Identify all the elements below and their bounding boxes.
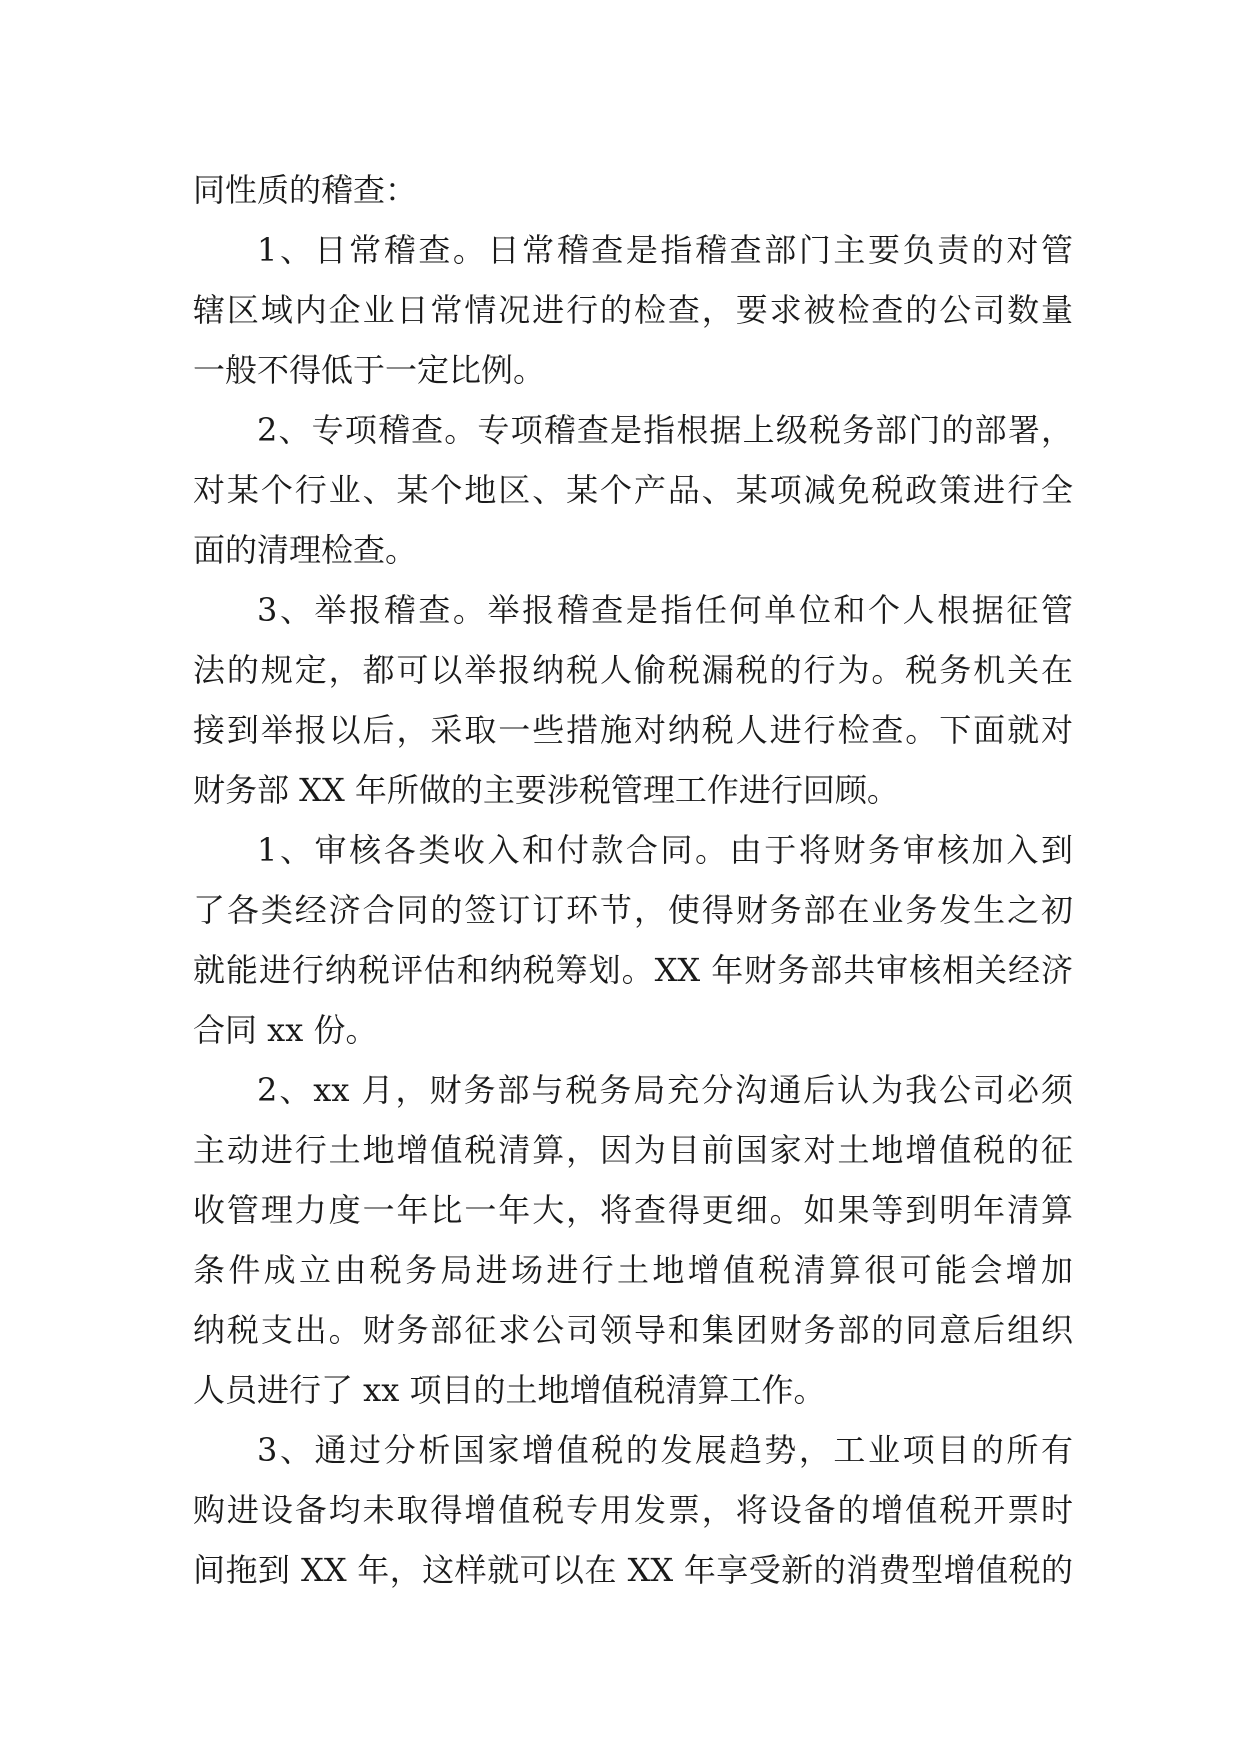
text-line: 1、日常稽查。日常稽查是指稽查部门主要负责的对管: [257, 231, 1073, 269]
text-line: 收管理力度一年比一年大，将查得更细。如果等到明年清算: [193, 1191, 1073, 1229]
text-line: 1、审核各类收入和付款合同。由于将财务审核加入到: [257, 831, 1073, 869]
text-line: 一般不得低于一定比例。: [193, 351, 546, 389]
text-line: 2、xx 月，财务部与税务局充分沟通后认为我公司必须: [257, 1071, 1073, 1109]
text-line: 间拖到 XX 年，这样就可以在 XX 年享受新的消费型增值税的: [193, 1551, 1073, 1589]
text-line: 纳税支出。财务部征求公司领导和集团财务部的同意后组织: [193, 1311, 1073, 1349]
text-line: 辖区域内企业日常情况进行的检查，要求被检查的公司数量: [193, 291, 1073, 329]
text-line: 购进设备均未取得增值税专用发票，将设备的增值税开票时: [193, 1491, 1073, 1529]
text-line: 对某个行业、某个地区、某个产品、某项减免税政策进行全: [193, 471, 1073, 509]
text-line: 同性质的稽查：: [193, 171, 418, 209]
text-line: 法的规定，都可以举报纳税人偷税漏税的行为。税务机关在: [193, 651, 1073, 689]
text-line: 就能进行纳税评估和纳税筹划。XX 年财务部共审核相关经济: [193, 951, 1073, 989]
text-line: 了各类经济合同的签订订环节，使得财务部在业务发生之初: [193, 891, 1073, 929]
document-body: [193, 160, 1073, 1600]
text-line: 合同 xx 份。: [193, 1011, 378, 1049]
text-line: 接到举报以后，采取一些措施对纳税人进行检查。下面就对: [193, 711, 1073, 749]
text-line: 3、通过分析国家增值税的发展趋势，工业项目的所有: [257, 1431, 1073, 1469]
text-line: 条件成立由税务局进场进行土地增值税清算很可能会增加: [193, 1251, 1073, 1289]
text-line: 3、举报稽查。举报稽查是指任何单位和个人根据征管: [257, 591, 1073, 629]
text-line: 人员进行了 xx 项目的土地增值税清算工作。: [193, 1371, 826, 1409]
text-line: 财务部 XX 年所做的主要涉税管理工作进行回顾。: [193, 771, 899, 809]
text-line: 2、专项稽查。专项稽查是指根据上级税务部门的部署，: [257, 411, 1073, 449]
text-line: 面的清理检查。: [193, 531, 418, 569]
text-line: 主动进行土地增值税清算，因为目前国家对土地增值税的征: [193, 1131, 1073, 1169]
